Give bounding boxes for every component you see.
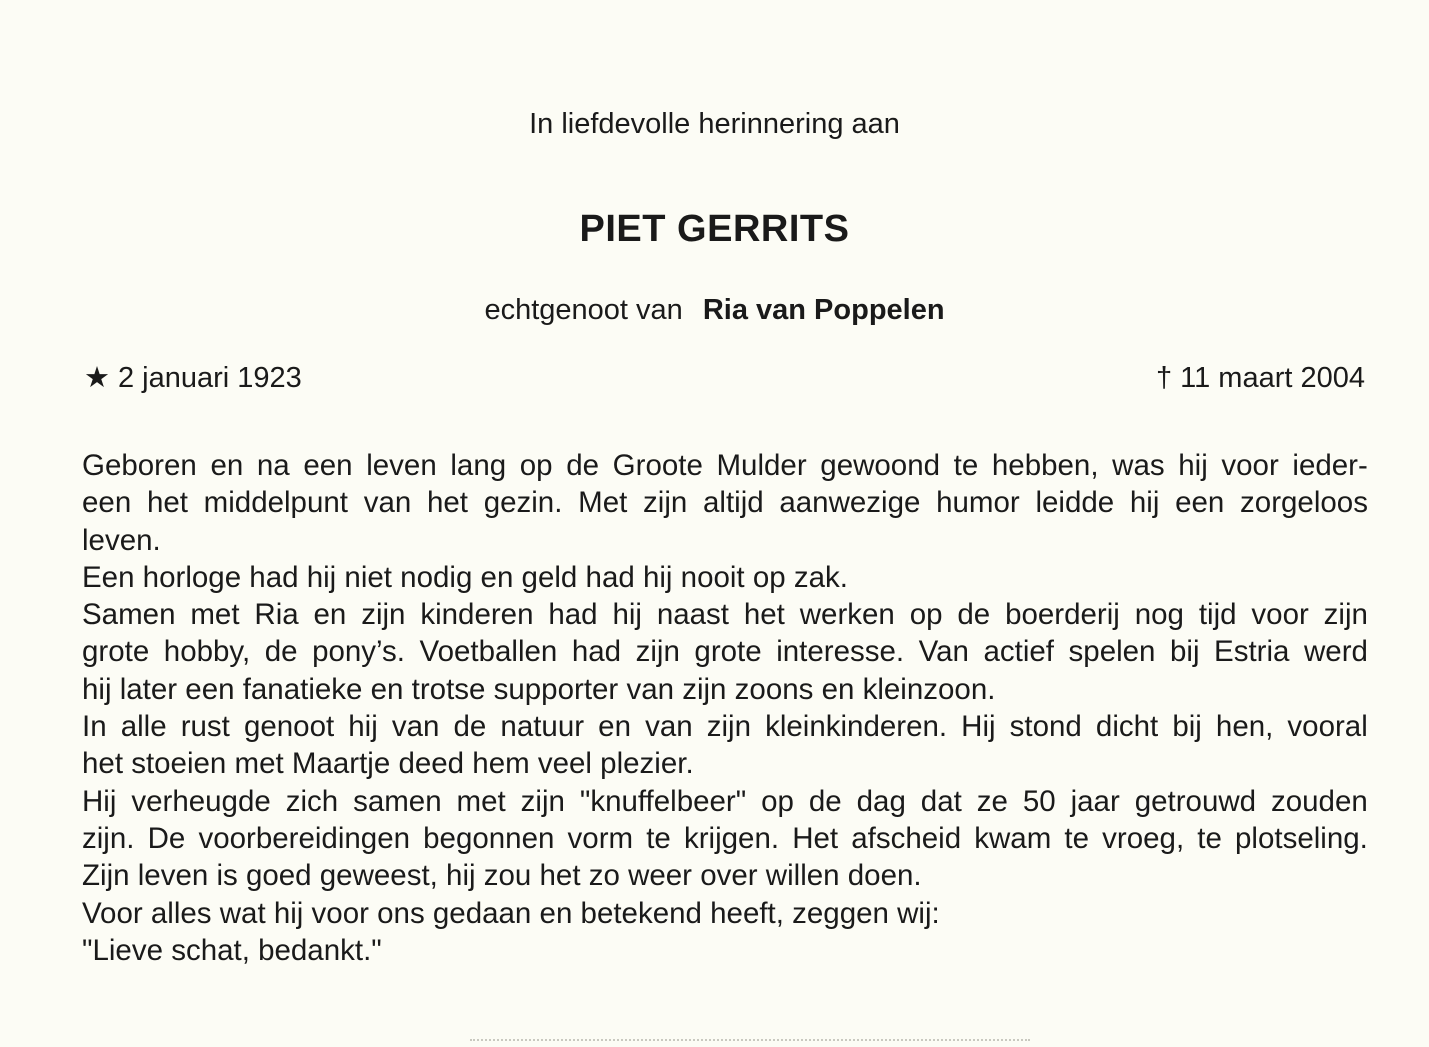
text-line: hij later een fanatieke en trotse supporter van zijn zoons en kleinzoon. — [82, 672, 996, 706]
text-line: Een horloge had hij niet nodig en geld had hij nooit op zak. — [82, 560, 848, 594]
deceased-name: PIET GERRITS — [579, 208, 850, 250]
death-date-group — [1156, 360, 1365, 396]
text-line: Voor alles wat hij voor ons gedaan en betekend heeft, zeggen wij: — [82, 896, 940, 930]
text-line: "Lieve schat, bedankt." — [82, 933, 382, 967]
dates-row — [84, 360, 1365, 400]
edge-mark — [470, 1039, 1030, 1045]
text-line: Hij verheugde zich samen met zijn "knuffelbeer" op de dag dat ze 50 jaar getrouwd zouden — [82, 784, 1368, 818]
text-line: zijn. De voorbereidingen begonnen vorm te krijgen. Het afscheid kwam te vroeg, te plotseling. — [82, 821, 1368, 855]
text-line: leven. — [82, 523, 161, 557]
cross-icon: † — [1155, 362, 1173, 394]
text-line: een het middelpunt van het gezin. Met zijn altijd aanwezige humor leidde hij een zorgeloos — [82, 486, 1368, 520]
birth-date-group — [84, 360, 302, 396]
text-line: het stoeien met Maartje deed hem veel plezier. — [82, 747, 694, 781]
memorial-text — [82, 447, 1368, 969]
death-date: 11 maart 2004 — [1180, 362, 1365, 394]
birth-date: 2 januari 1923 — [118, 362, 302, 394]
intro-text: In liefdevolle herinnering aan — [529, 108, 900, 140]
text-line: Samen met Ria en zijn kinderen had hij naast het werken op de boerderij nog tijd voor zijn — [82, 598, 1368, 632]
star-icon: ★ — [84, 362, 110, 394]
spouse-name: Ria van Poppelen — [702, 294, 945, 326]
text-line: grote hobby, de pony’s. Voetballen had zijn grote interesse. Van actief spelen bij Estria werd — [82, 635, 1368, 669]
spouse-line — [0, 292, 1429, 328]
text-line: In alle rust genoot hij van de natuur en van zijn kleinkinderen. Hij stond dicht bij hen, vooral — [82, 710, 1368, 744]
text-line: Zijn leven is goed geweest, hij zou het zo weer over willen doen. — [82, 859, 922, 893]
text-line: Geboren en na een leven lang op de Groote Mulder gewoond te hebben, was hij voor ieder- — [82, 449, 1368, 482]
spouse-prefix: echtgenoot van — [484, 294, 683, 326]
